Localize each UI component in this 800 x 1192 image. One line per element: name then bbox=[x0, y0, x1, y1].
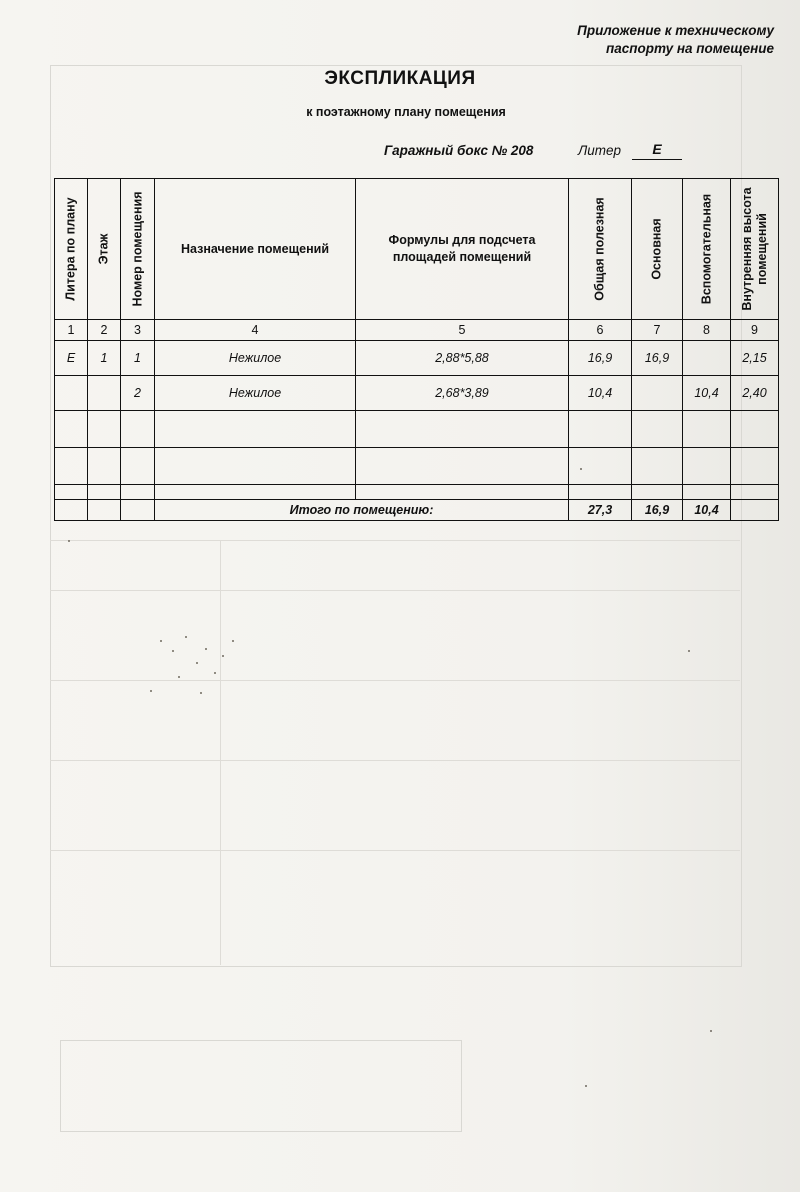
empty-row bbox=[55, 448, 779, 485]
total-area-sum: 27,3 bbox=[569, 500, 632, 521]
col-header-room-number: Номер помещения bbox=[121, 179, 155, 320]
cell-formula: 2,88*5,88 bbox=[356, 341, 569, 376]
column-number: 5 bbox=[356, 320, 569, 341]
column-number: 1 bbox=[55, 320, 88, 341]
col-header-total-area: Общая полезная bbox=[569, 179, 632, 320]
col-header-formula: Формулы для подсчета площадей помещений bbox=[356, 179, 569, 320]
column-number: 9 bbox=[731, 320, 779, 341]
column-number: 3 bbox=[121, 320, 155, 341]
cell-floor: 1 bbox=[88, 341, 121, 376]
bleed-through-box bbox=[60, 1040, 462, 1132]
col-header-liter: Литера по плану bbox=[55, 179, 88, 320]
cell-room: 1 bbox=[121, 341, 155, 376]
cell-aux-area: 10,4 bbox=[683, 376, 731, 411]
col-header-floor: Этаж bbox=[88, 179, 121, 320]
annex-line-2: паспорту на помещение bbox=[605, 41, 774, 56]
cell-floor bbox=[88, 376, 121, 411]
total-label: Итого по помещению: bbox=[155, 500, 569, 521]
cell-purpose: Нежилое bbox=[155, 376, 356, 411]
col-header-height: Внутренняя высота помещений bbox=[731, 179, 779, 320]
garage-box-label: Гаражный бокс № 208 bbox=[384, 143, 534, 158]
bleed-through-line bbox=[50, 850, 740, 851]
bleed-through-line bbox=[50, 760, 740, 761]
cell-room: 2 bbox=[121, 376, 155, 411]
table-row bbox=[55, 341, 779, 376]
cell-formula: 2,68*3,89 bbox=[356, 376, 569, 411]
cell-liter bbox=[55, 376, 88, 411]
col-header-aux-area: Вспомогательная bbox=[683, 179, 731, 320]
cell-total-area: 16,9 bbox=[569, 341, 632, 376]
document-title: ЭКСПЛИКАЦИЯ bbox=[324, 68, 476, 89]
cell-main-area bbox=[632, 376, 683, 411]
total-row bbox=[55, 500, 779, 521]
cell-height: 2,40 bbox=[731, 376, 779, 411]
table-row bbox=[55, 376, 779, 411]
cell-aux-area bbox=[683, 341, 731, 376]
cell-main-area: 16,9 bbox=[632, 341, 683, 376]
col-header-main-area: Основная bbox=[632, 179, 683, 320]
main-area-sum: 16,9 bbox=[632, 500, 683, 521]
column-number: 2 bbox=[88, 320, 121, 341]
document-subtitle: к поэтажному плану помещения bbox=[306, 105, 506, 119]
annex-line-1: Приложение к техническому bbox=[577, 23, 774, 38]
explication-table bbox=[54, 178, 779, 521]
annex-note bbox=[514, 22, 774, 58]
empty-row bbox=[55, 411, 779, 448]
cell-liter: Е bbox=[55, 341, 88, 376]
bleed-through-line bbox=[220, 540, 221, 965]
aux-area-sum: 10,4 bbox=[683, 500, 731, 521]
liter-label: Литер bbox=[578, 143, 622, 158]
cell-total-area: 10,4 bbox=[569, 376, 632, 411]
cell-purpose: Нежилое bbox=[155, 341, 356, 376]
cell-height: 2,15 bbox=[731, 341, 779, 376]
bleed-through-line bbox=[50, 540, 740, 541]
liter-value: Е bbox=[632, 141, 682, 160]
bleed-through-line bbox=[50, 680, 740, 681]
bleed-through-line bbox=[50, 590, 740, 591]
table-header-row bbox=[55, 179, 779, 320]
column-number-row bbox=[55, 320, 779, 341]
empty-row bbox=[55, 485, 779, 500]
column-number: 7 bbox=[632, 320, 683, 341]
column-number: 6 bbox=[569, 320, 632, 341]
column-number: 4 bbox=[155, 320, 356, 341]
column-number: 8 bbox=[683, 320, 731, 341]
col-header-purpose: Назначение помещений bbox=[155, 179, 356, 320]
